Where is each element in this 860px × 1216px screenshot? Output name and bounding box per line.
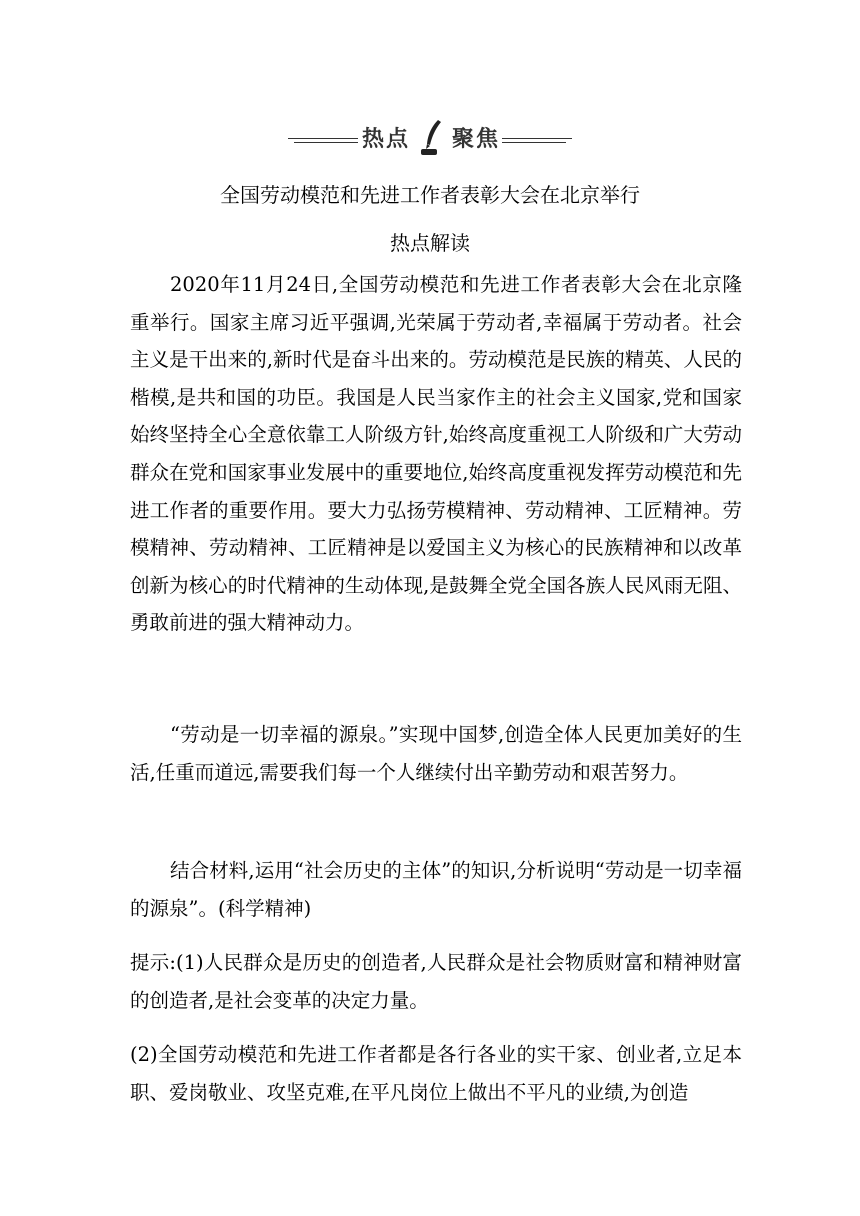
paragraph-quote: “劳动是一切幸福的源泉。”实现中国梦,创造全体人民更加美好的生活,任重而道远,需要我们每一个人继续付出辛勤劳动和艰苦努力。	[130, 723, 742, 784]
paragraph-hint-2: (2)全国劳动模范和先进工作者都是各行各业的实干家、创业者,立足本职、爱岗敬业、攻坚克难,在平凡岗位上做出不平凡的业绩,为创造	[130, 1043, 742, 1104]
banner-rule-right	[502, 138, 572, 139]
banner-rule-left	[288, 138, 358, 139]
banner-right-text: 聚焦	[452, 127, 501, 152]
quill-pen-icon	[418, 118, 448, 158]
paragraph-news: 2020年11月24日,全国劳动模范和先进工作者表彰大会在北京隆重举行。国家主席习近平强调,光荣属于劳动者,幸福属于劳动者。社会主义是干出来的,新时代是奋斗出来的。劳动模范是民族的精英、人民的楷模,是共和国的功臣。我国是人民当家作主的社会主义国家,党和国家始终坚持全心全意依靠工人阶级方针,始终高度重视工人阶级和广大劳动群众在党和国家事业发展中的重要地位,始终高度重视发挥劳动模范和先进工作者的重要作用。要大力弘扬劳模精神、劳动精神、工匠精神。劳模精神、劳动精神、工匠精神是以爱国主义为核心的民族精神和以改革创新为核心的时代精神的生动体现,是鼓舞全党全国各族人民风雨无阻、勇敢前进的强大精神动力。	[130, 273, 742, 635]
article-title: 全国劳动模范和先进工作者表彰大会在北京举行	[220, 183, 640, 207]
hotspot-banner	[288, 118, 572, 158]
paragraph-hint-1: 提示:(1)人民群众是历史的创造者,人民群众是社会物质财富和精神财富的创造者,是社会变革的决定力量。	[130, 951, 742, 1012]
banner-left-text: 热点	[362, 127, 411, 152]
section-subtitle: 热点解读	[390, 231, 470, 255]
paragraph-question: 结合材料,运用“社会历史的主体”的知识,分析说明“劳动是一切幸福的源泉”。(科学精神)	[130, 859, 742, 920]
banner-rule-right-lower	[502, 142, 566, 143]
banner-rule-left-lower	[294, 142, 358, 143]
